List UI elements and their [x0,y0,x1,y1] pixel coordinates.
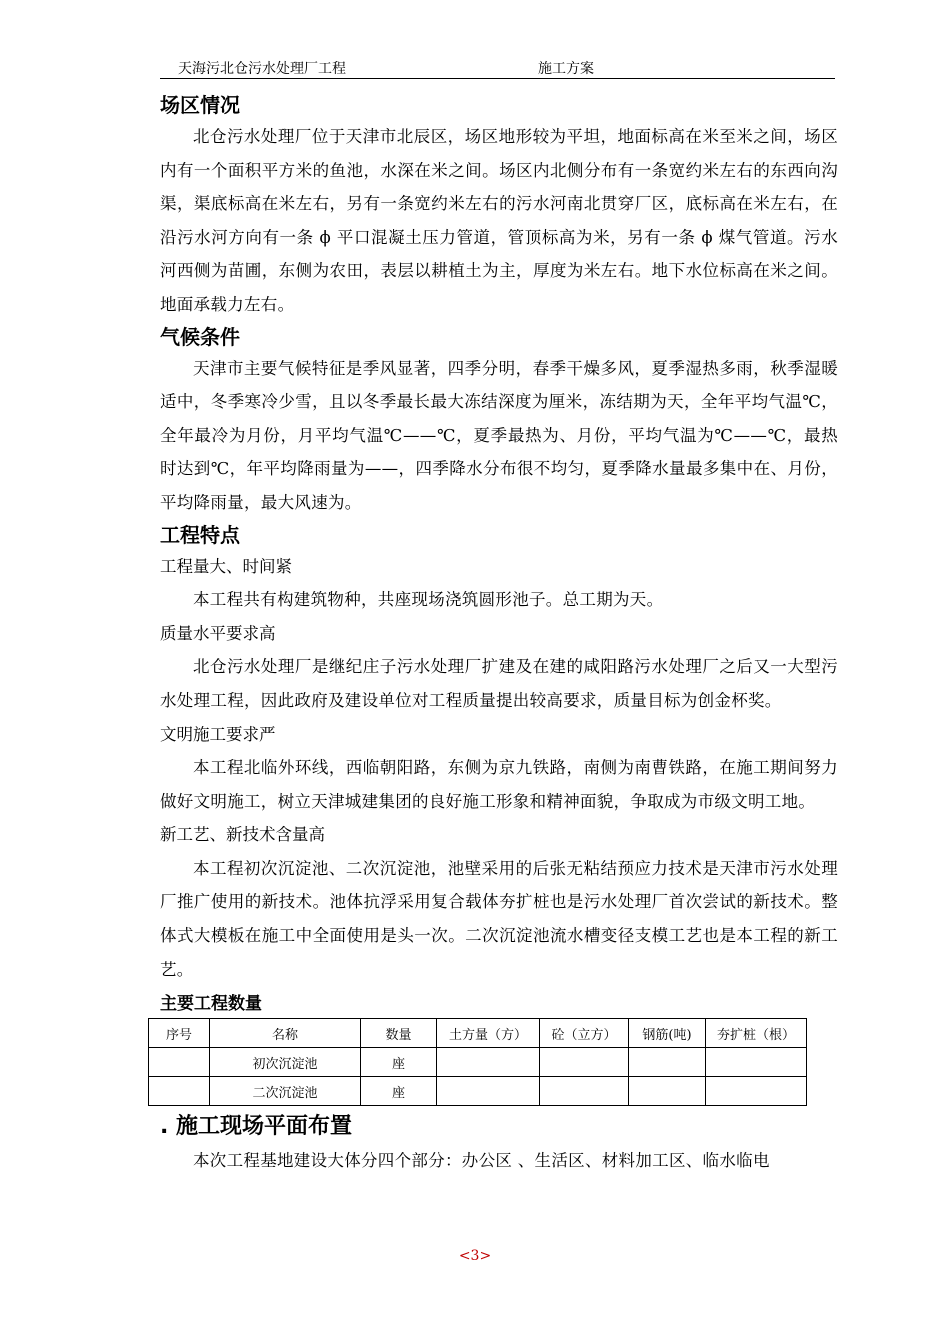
section-title-site: 场区情况 [160,93,240,117]
section-title-layout: . 施工现场平面布置 [160,1114,353,1140]
table-row [149,1077,807,1106]
table-cell [629,1077,706,1106]
table-cell: 座 [361,1048,437,1077]
table-cell [629,1048,706,1077]
page-number: <3> [458,1248,492,1264]
layout-paragraph: 本次工程基地建设大体分四个部分：办公区 、生活区、材料加工区、临水临电 [193,1151,770,1171]
section-title-climate: 气候条件 [160,324,240,349]
site-paragraph: 北仓污水处理厂位于天津市北辰区，场区地形较为平坦，地面标高在米至米之间，场区内有一个面积平方米的鱼池，水深在米之间。场区内北侧分布有一条宽约米左右的东西向沟渠，渠底标高在米左右，另有一条宽约米左右的污水河南北贯穿厂区，底标高在米左右，在沿污水河方向有一条 ϕ 平口混凝土压力管道，管顶标高为米，另有一条 ϕ 煤气管道。污水河西侧为苗圃，东侧为农田，表层以耕植土为主，厚度为米左右。地下水位标高在米之间。地面承载力左右。 [160,127,838,314]
table-header-row [149,1019,807,1048]
quantities-table [148,1018,807,1106]
feature-subheading: 新工艺、新技术含量高 [160,825,325,845]
col-header: 序号 [149,1019,210,1048]
table-cell [437,1077,540,1106]
table-cell: 初次沉淀池 [210,1048,361,1077]
table-cell [706,1077,807,1106]
page-header [160,56,835,79]
feature-subheading: 文明施工要求严 [160,724,276,744]
table-cell [540,1048,629,1077]
climate-paragraph: 天津市主要气候特征是季风显著，四季分明，春季干燥多风，夏季湿热多雨，秋季湿暖适中，冬季寒冷少雪，且以冬季最长最大冻结深度为厘米，冻结期为天，全年平均气温℃，全年最冷为月份，月平均气温℃——℃，夏季最热为、月份，平均气温为℃——℃，最热时达到℃，年平均降雨量为——，四季降水分布很不均匀，夏季降水量最多集中在、月份，平均降雨量，最大风速为。 [160,358,838,512]
feature-paragraph: 本工程北临外环线，西临朝阳路，东侧为京九铁路，南侧为南曹铁路，在施工期间努力做好文明施工，树立天津城建集团的良好施工形象和精神面貌，争取成为市级文明工地。 [160,758,838,811]
col-header: 土方量（方） [437,1019,540,1048]
header-project-title: 天海污北仓污水处理厂工程 [178,61,346,77]
feature-paragraph: 本工程初次沉淀池、二次沉淀池，池壁采用的后张无粘结预应力技术是天津市污水处理厂推广使用的新技术。池体抗浮采用复合载体夯扩桩也是污水处理厂首次尝试的新技术。整体式大模板在施工中全面使用是头一次。二次沉淀池流水槽变径支模工艺也是本工程的新工艺。 [160,858,838,979]
table-cell [437,1048,540,1077]
table-cell [706,1048,807,1077]
feature-paragraph: 本工程共有构建筑物种，共座现场浇筑圆形池子。总工期为天。 [193,590,664,610]
document-body [160,90,838,1178]
table-cell: 二次沉淀池 [210,1077,361,1106]
col-header: 钢筋(吨) [629,1019,706,1048]
feature-subheading: 工程量大、时间紧 [160,556,292,576]
header-doc-type: 施工方案 [538,61,594,77]
section-title-features: 工程特点 [160,522,240,547]
table-cell [149,1048,210,1077]
table-cell [540,1077,629,1106]
feature-paragraph: 北仓污水处理厂是继纪庄子污水处理厂扩建及在建的咸阳路污水处理厂之后又一大型污水处理工程，因此政府及建设单位对工程质量提出较高要求，质量目标为创金杯奖。 [160,657,838,710]
col-header: 砼（立方） [540,1019,629,1048]
table-cell [149,1077,210,1106]
col-header: 夯扩桩（根） [706,1019,807,1048]
col-header: 名称 [210,1019,361,1048]
col-header: 数量 [361,1019,437,1048]
table-title: 主要工程数量 [160,994,262,1015]
table-row [149,1048,807,1077]
table-cell: 座 [361,1077,437,1106]
feature-subheading: 质量水平要求高 [160,623,276,643]
